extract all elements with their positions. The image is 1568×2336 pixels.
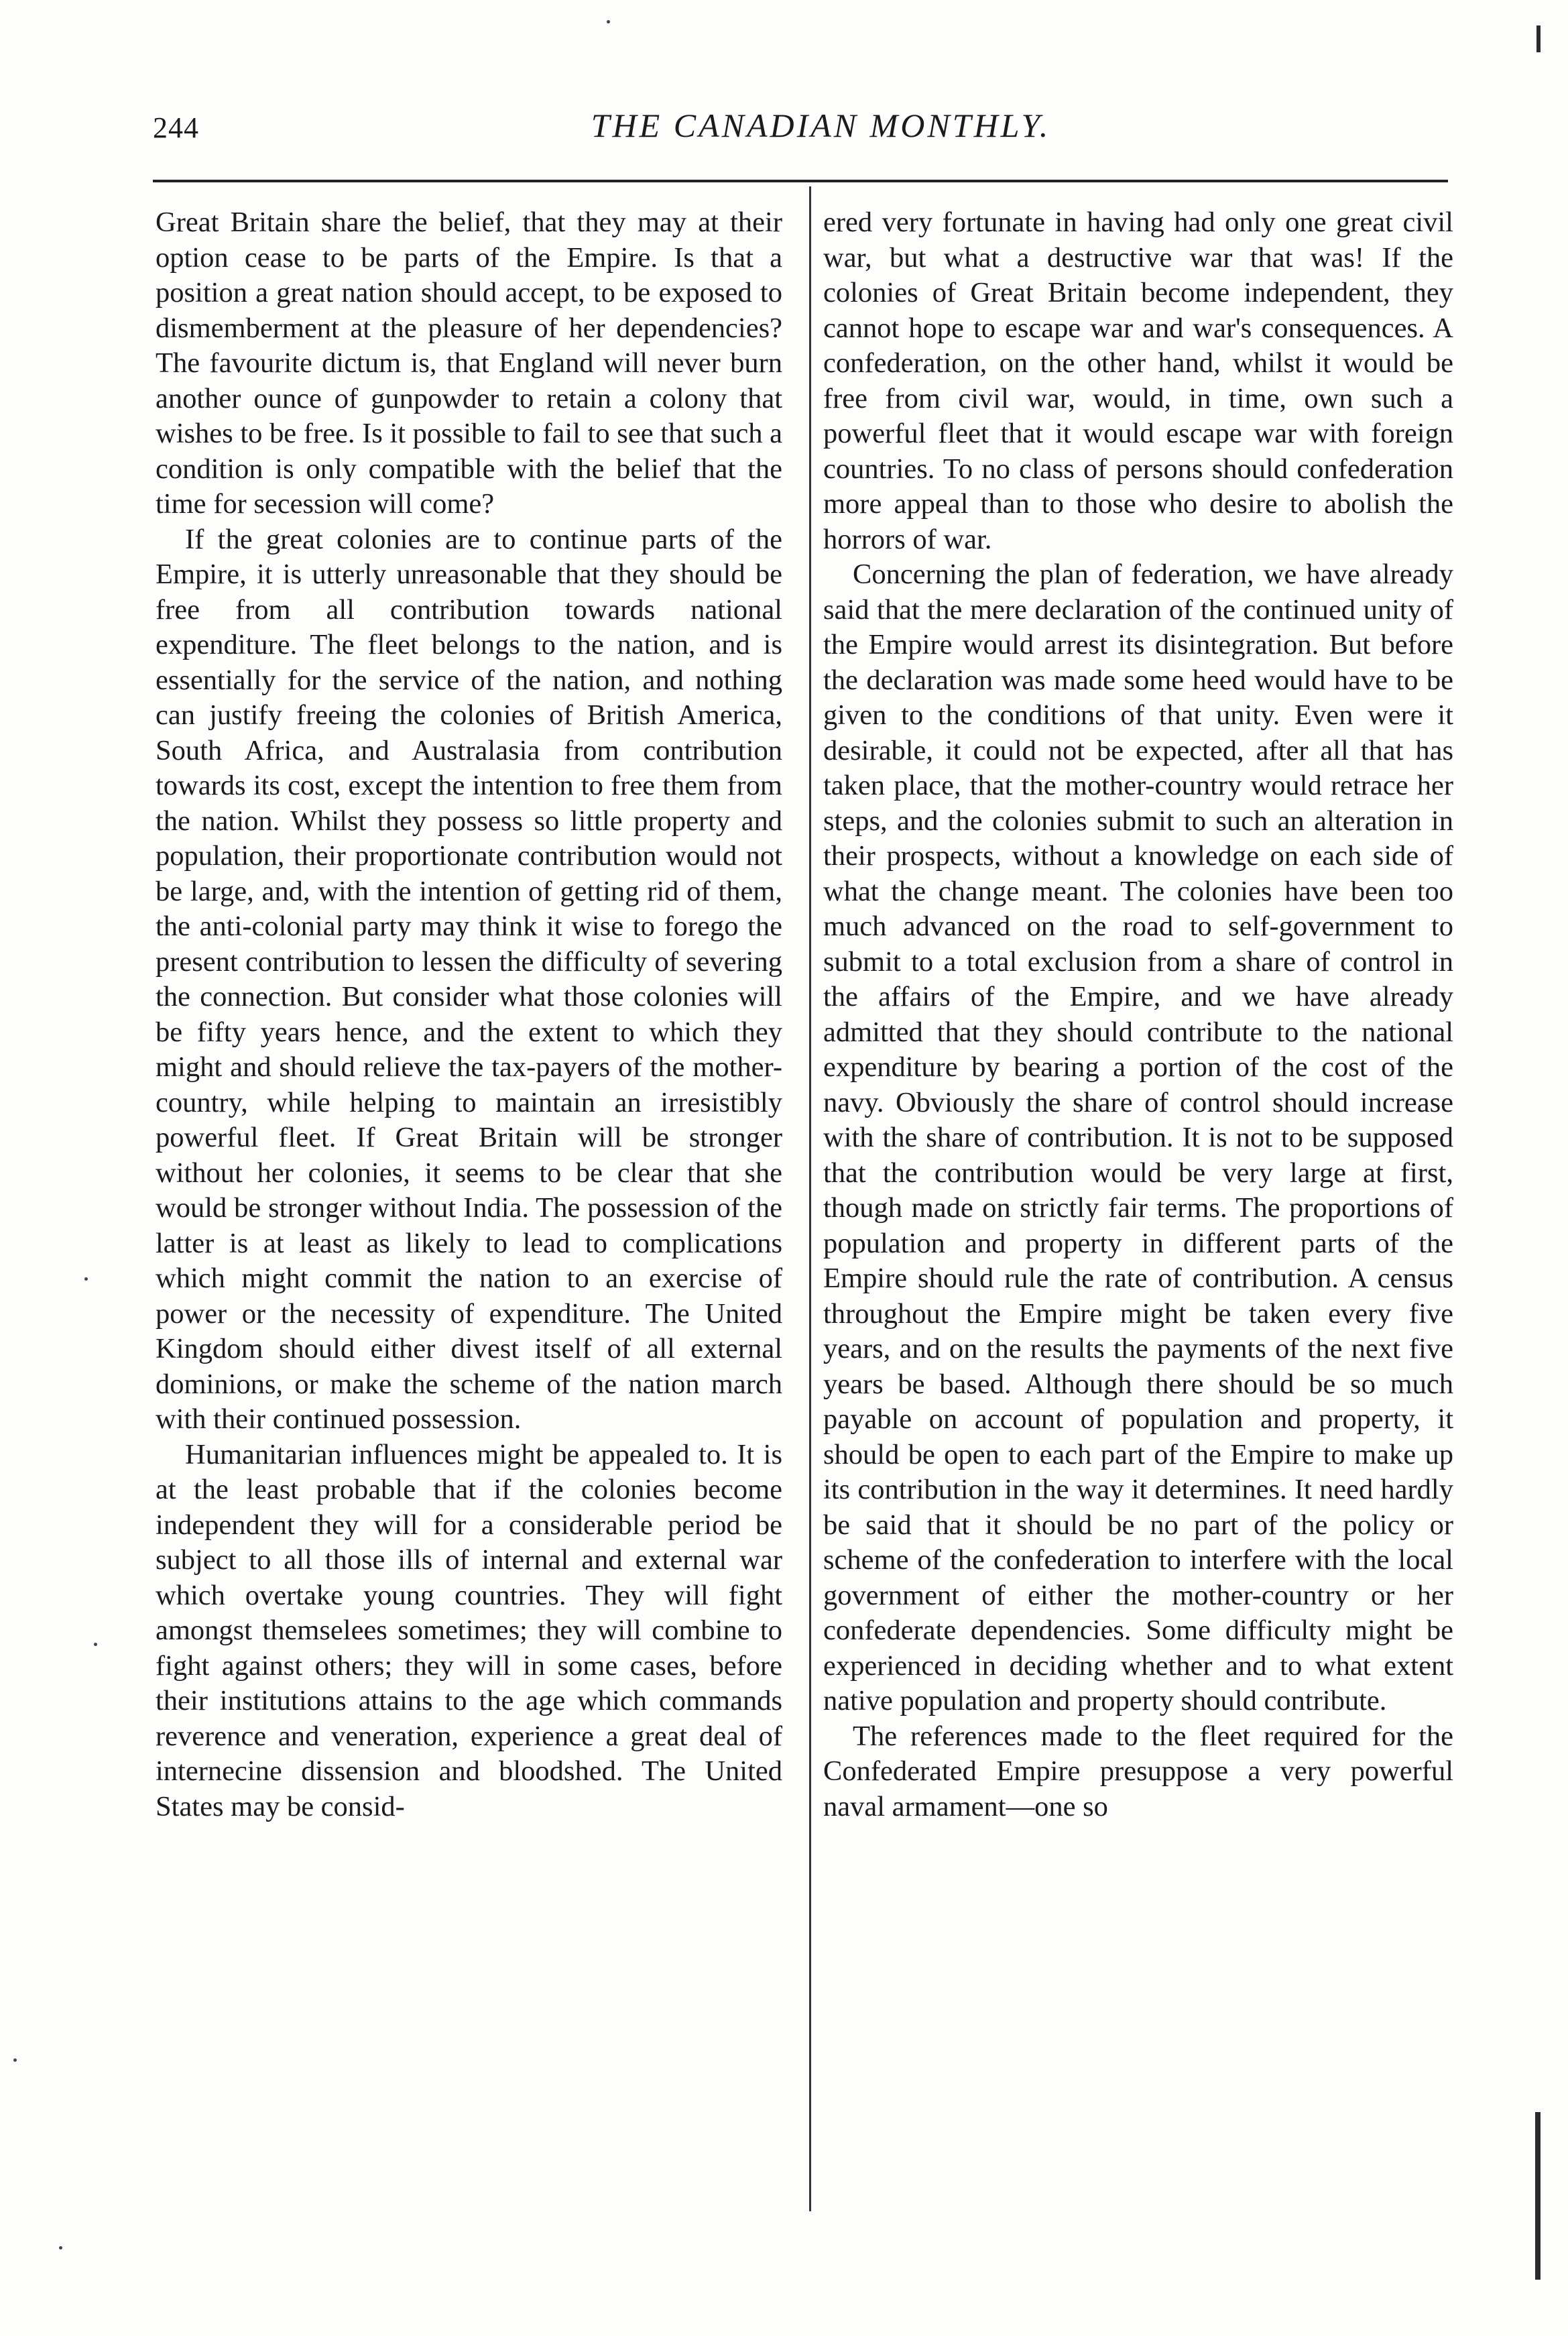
scan-speck: [13, 2058, 17, 2062]
paragraph: Great Britain share the belief, that they may at their option cease to be parts of the Empire. Is that a position a great nation should accept, to be exposed to dismemberment at the pleasure of her dependencies? The favourite dictum is, that England will never burn another ounce of gunpowder to retain a colony that wishes to be free. Is it possible to fail to see that such a condition is only compatible with the belief that the time for secession will come?: [156, 207, 782, 520]
scan-edge-mark: [1535, 2112, 1541, 2280]
header-rule: [153, 180, 1448, 182]
paragraph: Humanitarian influences might be appealed to. It is at the least probable that if the colonies become independent they will for a considerable period be subject to all those ills of internal and external war which overtake young countries. They will fight amongst themselees sometimes; they will combine to fight against others; they will in some cases, before their institutions attains to the age which commands reverence and veneration, experience a great deal of internecine dissension and bloodshed. The United States may be consid-: [156, 1438, 782, 1822]
paragraph: If the great colonies are to continue parts of the Empire, it is utterly unreasonable that they should be free from all contribution towards national expenditure. The fleet belongs to the nation, and is essentially for the service of the nation, and nothing can justify freeing the colonies of British America, South Africa, and Australasia from contribution towards its cost, except the intention to free them from the nation. Whilst they possess so little property and population, their proportionate contribution would not be large, and, with the intention of getting rid of them, the anti-colonial party may think it wise to forego the present contribution to lessen the difficulty of severing the connection. But consider what those colonies will be fifty years hence, and the extent to which they might and should relieve the tax-payers of the mother-country, while helping to maintain an irresistibly powerful fleet. If Great Britain will be stronger without her colonies, it seems to be clear that she would be stronger without India. The possession of the latter is at least as likely to lead to complications which might commit the nation to an exercise of power or the necessity of expenditure. The United Kingdom should either divest itself of all external dominions, or make the scheme of the nation march with their continued possession.: [156, 523, 782, 1435]
right-column: [823, 205, 1453, 1824]
scan-speck: [94, 1643, 97, 1646]
paragraph: ered very fortunate in having had only one great civil war, but what a destructive war that was! If the colonies of Great Britain become independent, they cannot hope to escape war and war's consequences. A confederation, on the other hand, whilst it would be free from civil war, would, in time, own such a powerful fleet that it would escape war with foreign countries. To no class of persons should confederation more appeal than to those who desire to abolish the horrors of war.: [823, 207, 1453, 555]
scan-speck: [84, 1277, 88, 1281]
running-title: THE CANADIAN MONTHLY.: [591, 107, 1051, 144]
paragraph: The references made to the fleet required for the Confederated Empire presuppose a very powerful naval armament—one so: [823, 1720, 1453, 1822]
scan-speck: [607, 20, 610, 23]
column-divider: [809, 186, 811, 2211]
page-number: 244: [153, 111, 199, 144]
scan-edge-mark: [1536, 25, 1541, 52]
scan-speck: [59, 2246, 62, 2250]
paragraph: Concerning the plan of federation, we have already said that the mere declaration of the continued unity of the Empire would arrest its disintegration. But before the declaration was made some heed would have to be given to the conditions of that unity. Even were it desirable, it could not be expected, after all that has taken place, that the mother-country would retrace her steps, and the colonies submit to such an alteration in their prospects, without a knowledge on each side of what the change meant. The colonies have been too much advanced on the road to self-government to submit to a total exclusion from a share of control in the affairs of the Empire, and we have already admitted that they should contribute to the national expenditure by bearing a portion of the cost of the navy. Obviously the share of control should increase with the share of contribution. It is not to be supposed that the contribution would be very large at first, though made on strictly fair terms. The proportions of population and property in different parts of the Empire should rule the rate of contribution. A census throughout the Empire might be taken every five years, and on the results the payments of the next five years be based. Although there should be so much payable on account of population and property, it should be open to each part of the Empire to make up its contribution in the way it determines. It need hardly be said that it should be no part of the policy or scheme of the confederation to interfere with the local government of either the mother-country or her confederate dependencies. Some difficulty might be experienced in deciding whether and to what extent native population and property should contribute.: [823, 559, 1453, 1716]
left-column: [156, 205, 782, 1824]
